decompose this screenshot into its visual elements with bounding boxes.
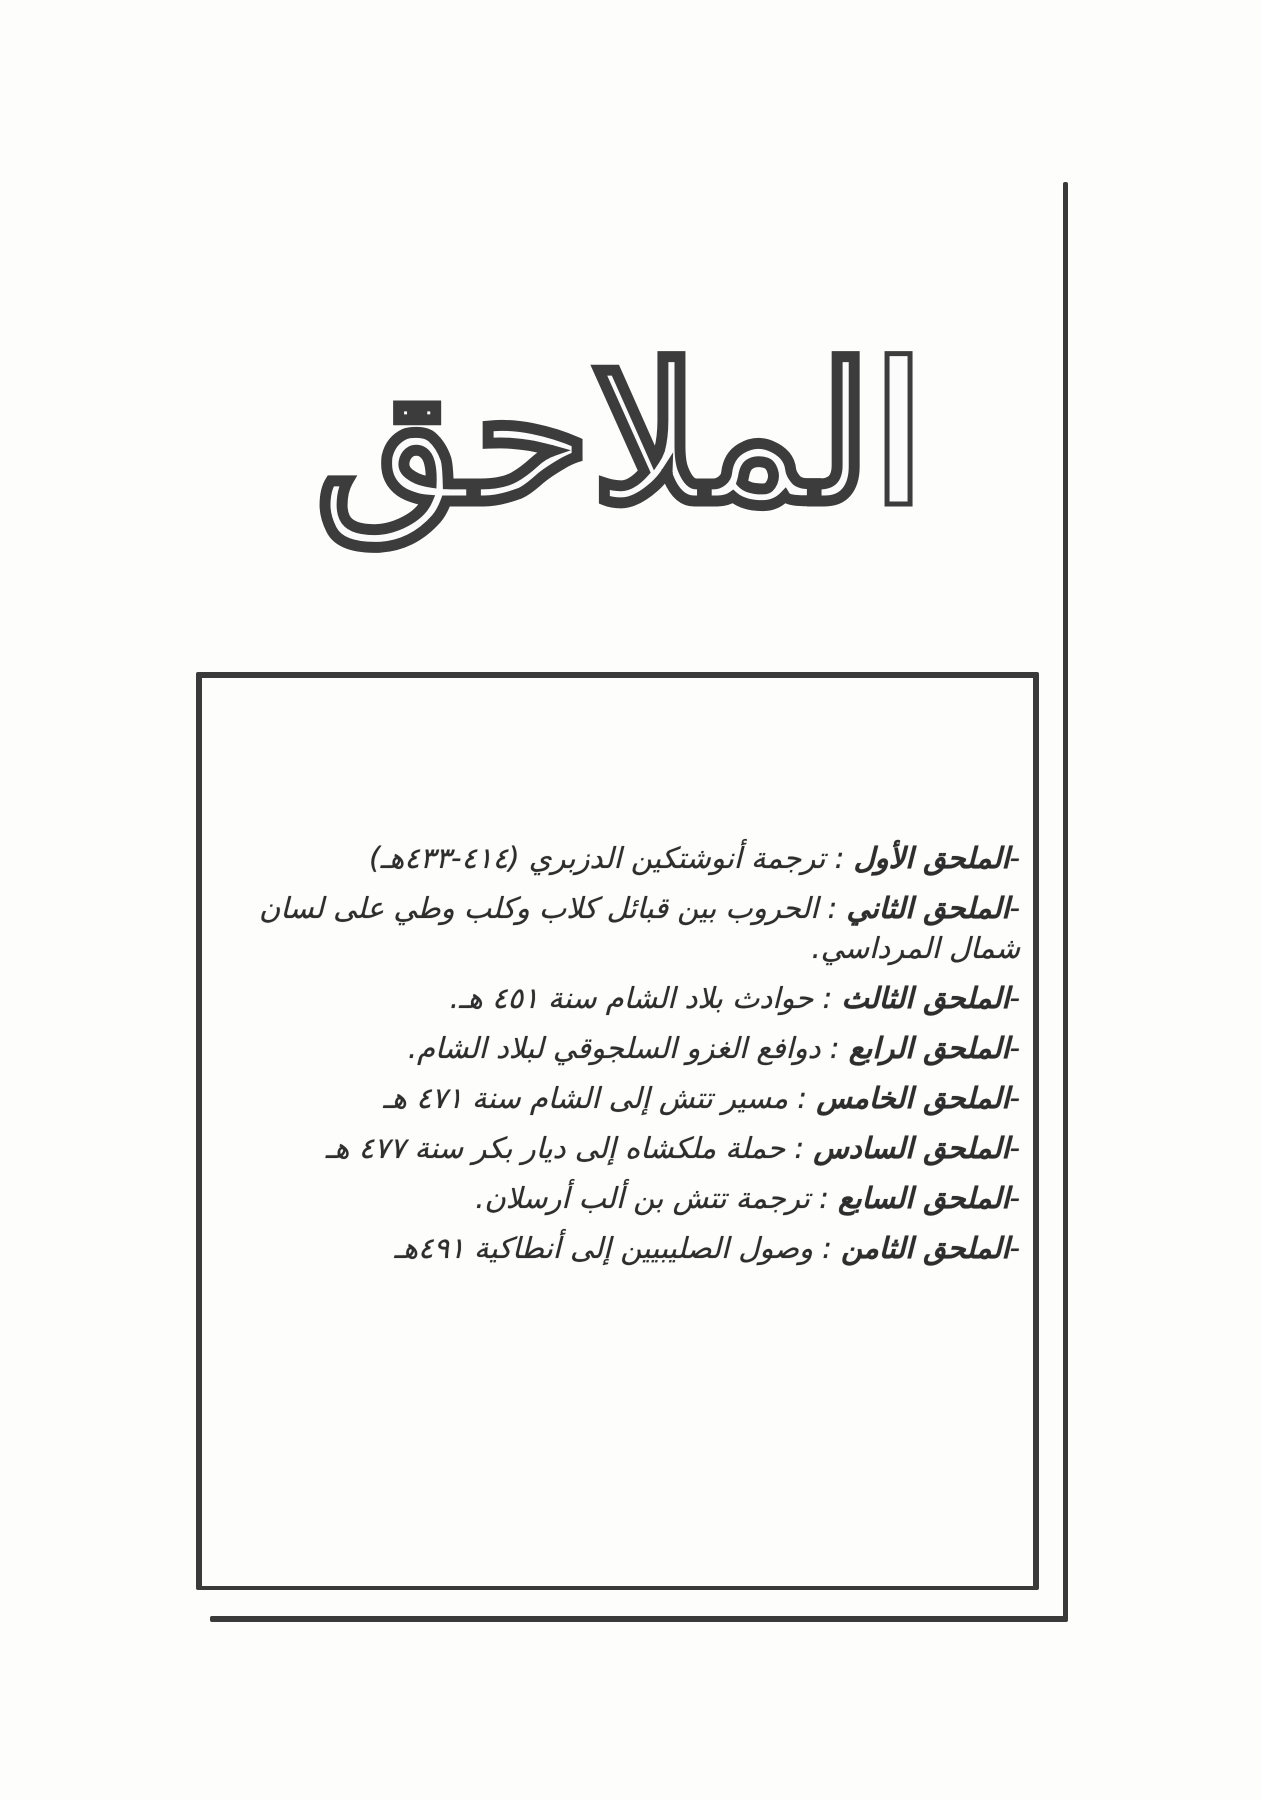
appendix-label: الملحق الرابع bbox=[848, 1031, 1010, 1065]
list-separator: : bbox=[785, 1131, 814, 1165]
appendix-description: ترجمة تتش بن ألب أرسلان. bbox=[475, 1181, 810, 1215]
list-separator: : bbox=[788, 1081, 817, 1115]
list-item bbox=[230, 1178, 1020, 1218]
list-item bbox=[230, 1228, 1020, 1268]
frame-bottom-rule bbox=[210, 1616, 1068, 1622]
appendix-label: الملحق السادس bbox=[813, 1131, 1010, 1165]
list-separator: : bbox=[818, 891, 847, 925]
appendix-label: الملحق الخامس bbox=[816, 1081, 1010, 1115]
list-dash: - bbox=[1009, 1081, 1020, 1115]
appendix-label: الملحق السابع bbox=[838, 1181, 1010, 1215]
list-separator: : bbox=[820, 1031, 849, 1065]
appendix-label: الملحق الأول bbox=[853, 841, 1010, 875]
list-item bbox=[230, 1128, 1020, 1168]
appendix-description: ترجمة أنوشتكين الدزبري (٤١٤-٤٣٣هـ) bbox=[369, 841, 826, 875]
list-separator: : bbox=[809, 1181, 839, 1215]
list-dash: - bbox=[1009, 1231, 1020, 1265]
appendix-description: مسير تتش إلى الشام سنة ٤٧١ هـ bbox=[383, 1081, 789, 1115]
list-dash: - bbox=[1009, 981, 1020, 1015]
appendix-label: الملحق الثالث bbox=[841, 981, 1010, 1015]
list-separator: : bbox=[813, 981, 842, 1015]
frame-right-rule bbox=[1063, 182, 1068, 1620]
list-separator: : bbox=[812, 1231, 842, 1265]
appendix-description: دوافع الغزو السلجوقي لبلاد الشام. bbox=[407, 1031, 821, 1065]
list-item bbox=[230, 888, 1020, 968]
list-dash: - bbox=[1009, 1181, 1020, 1215]
appendix-list bbox=[230, 838, 1020, 1278]
appendix-description: الحروب بين قبائل كلاب وكلب وطي على لسان شمال المرداسي. bbox=[259, 891, 1020, 965]
list-dash: - bbox=[1009, 891, 1020, 925]
list-dash: - bbox=[1009, 841, 1020, 875]
appendix-label: الملحق الثاني bbox=[846, 891, 1010, 925]
list-item bbox=[230, 978, 1020, 1018]
list-separator: : bbox=[825, 841, 854, 875]
list-dash: - bbox=[1009, 1031, 1020, 1065]
appendix-label: الملحق الثامن bbox=[841, 1231, 1010, 1265]
list-item bbox=[230, 1078, 1020, 1118]
appendix-description: حملة ملكشاه إلى ديار بكر سنة ٤٧٧ هـ bbox=[325, 1131, 786, 1165]
appendix-description: حوادث بلاد الشام سنة ٤٥١ هـ. bbox=[449, 981, 814, 1015]
list-dash: - bbox=[1009, 1131, 1020, 1165]
list-item bbox=[230, 838, 1020, 878]
appendix-description: وصول الصليبيين إلى أنطاكية ٤٩١هـ bbox=[394, 1231, 813, 1265]
page-title: الملاحق bbox=[315, 323, 925, 546]
list-item bbox=[230, 1028, 1020, 1068]
